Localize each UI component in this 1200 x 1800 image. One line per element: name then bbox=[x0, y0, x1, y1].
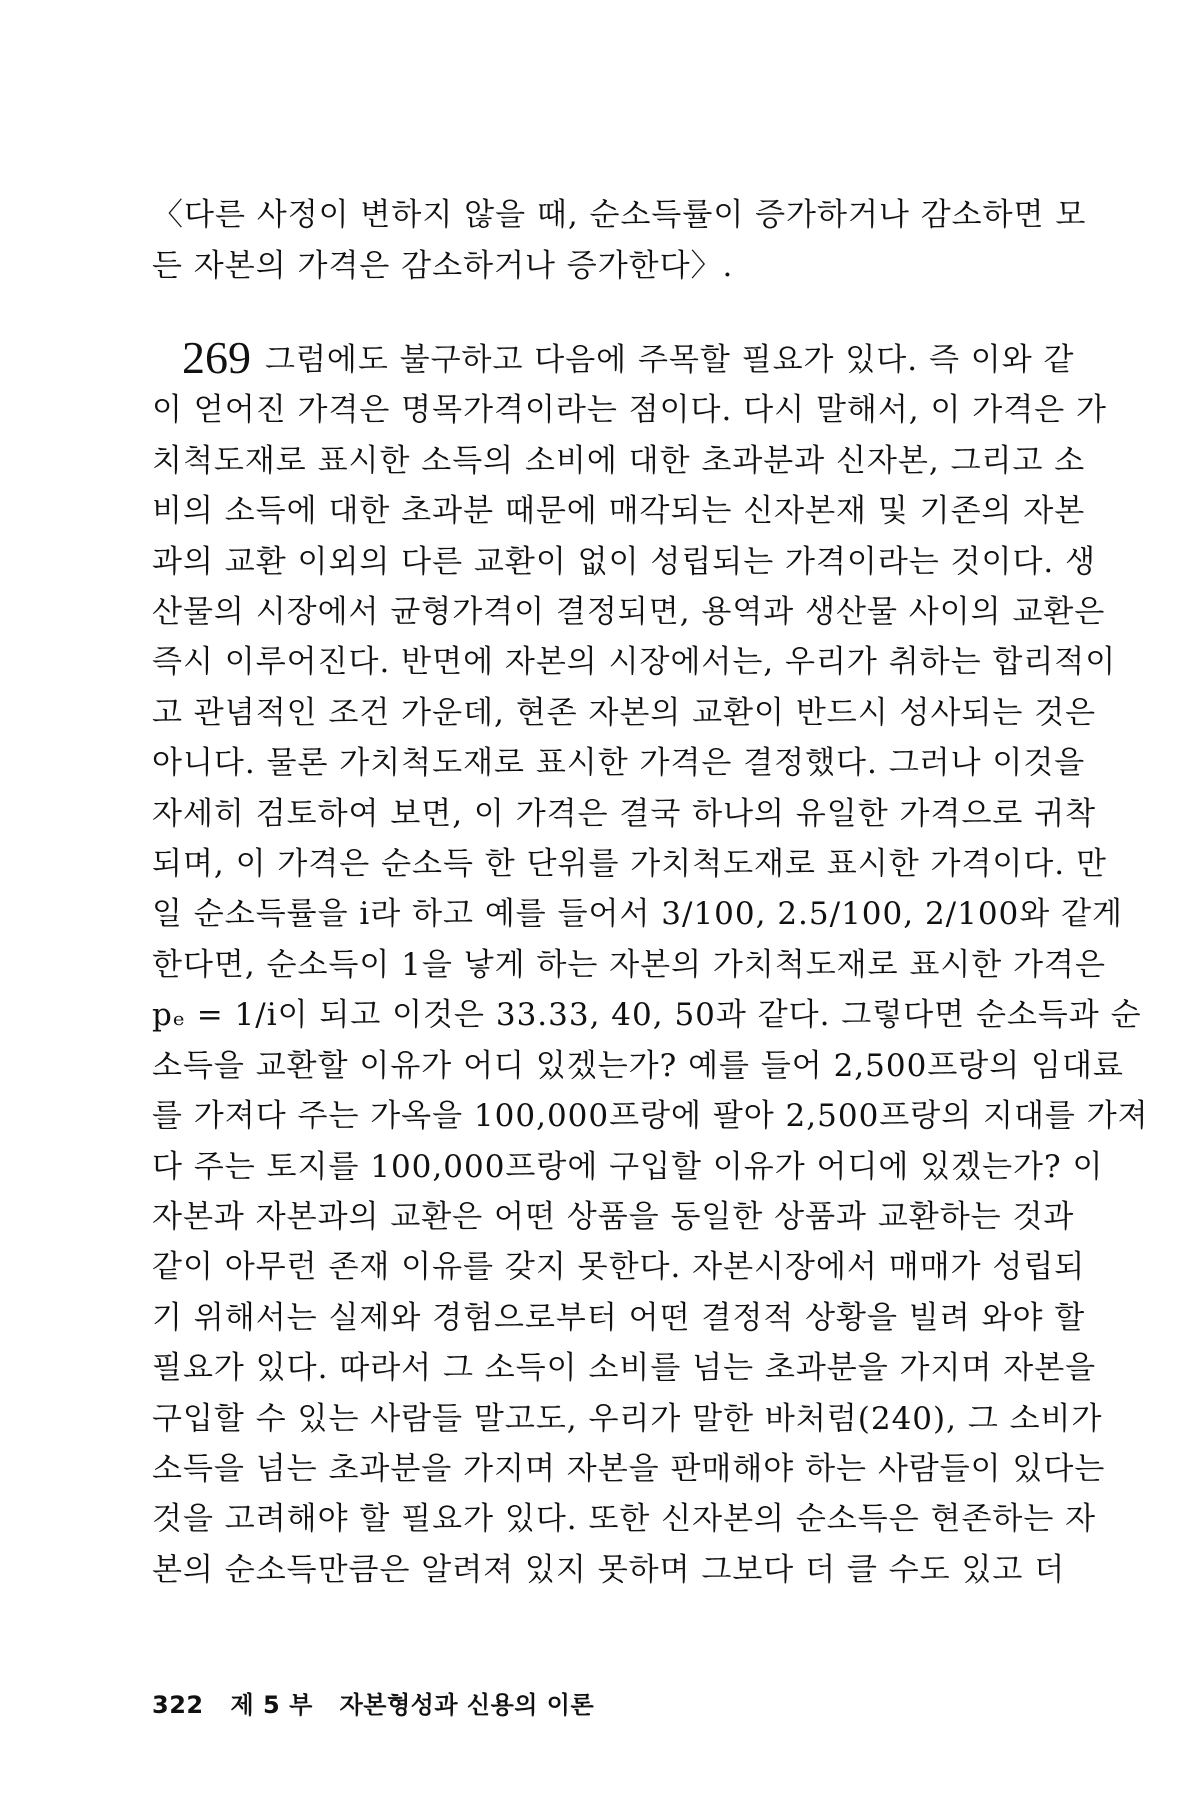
paragraph-first-line bbox=[152, 330, 1075, 385]
page-number: 322 bbox=[152, 1691, 204, 1719]
text-line: 산물의 시장에서 균형가격이 결정되면, 용역과 생산물 사이의 교환은 bbox=[152, 594, 1106, 631]
text-line: 〈다른 사정이 변하지 않을 때, 순소득률이 증가하거나 감소하면 모 bbox=[152, 197, 1087, 233]
text-line: 소득을 교환할 이유가 어디 있겠는가? 예를 들어 2,500프랑의 임대료 bbox=[152, 1047, 1124, 1084]
text-line: 한다면, 순소득이 1을 낳게 하는 자본의 가치척도재로 표시한 가격은 bbox=[152, 946, 1106, 983]
text-line: 즉시 이루어진다. 반면에 자본의 시장에서는, 우리가 취하는 합리적이 bbox=[152, 644, 1117, 681]
text-line: 를 가져다 주는 가옥을 100,000프랑에 팔아 2,500프랑의 지대를 가져 bbox=[152, 1098, 1149, 1135]
text-line: 같이 아무런 존재 이유를 갖지 못한다. 자본시장에서 매매가 성립되 bbox=[152, 1249, 1086, 1286]
text-line: 그럼에도 불구하고 다음에 주목할 필요가 있다. 즉 이와 같 bbox=[265, 342, 1075, 378]
text-line: 필요가 있다. 따라서 그 소득이 소비를 넘는 초과분을 가지며 자본을 bbox=[152, 1350, 1097, 1387]
text-line: 자본과 자본과의 교환은 어떤 상품을 동일한 상품과 교환하는 것과 bbox=[152, 1198, 1075, 1235]
text-line: 이 얻어진 가격은 명목가격이라는 점이다. 다시 말해서, 이 가격은 가 bbox=[152, 392, 1107, 429]
text-line: 든 자본의 가격은 감소하거나 증가한다〉. bbox=[152, 248, 734, 284]
text-line: 구입할 수 있는 사람들 말고도, 우리가 말한 바처럼(240), 그 소비가 bbox=[152, 1400, 1103, 1437]
page-footer bbox=[152, 1685, 612, 1720]
text-line: 고 관념적인 조건 가운데, 현존 자본의 교환이 반드시 성사되는 것은 bbox=[152, 694, 1097, 731]
text-line: 일 순소득률을 i라 하고 예를 들어서 3/100, 2.5/100, 2/100와 같게 bbox=[152, 896, 1123, 933]
text-line: 되며, 이 가격은 순소득 한 단위를 가치척도재로 표시한 가격이다. 만 bbox=[152, 846, 1107, 883]
part-title: 자본형성과 신용의 이론 bbox=[339, 1691, 595, 1719]
text-line: 과의 교환 이외의 다른 교환이 없이 성립되는 가격이라는 것이다. 생 bbox=[152, 543, 1097, 580]
text-line: 다 주는 토지를 100,000프랑에 구입할 이유가 어디에 있겠는가? 이 bbox=[152, 1148, 1104, 1185]
text-line: pₑ = 1/i이 되고 이것은 33.33, 40, 50과 같다. 그렇다면 순소득과 순 bbox=[152, 997, 1142, 1034]
text-line: 치척도재로 표시한 소득의 소비에 대한 초과분과 신자본, 그리고 소 bbox=[152, 442, 1086, 479]
text-line: 아니다. 물론 가치척도재로 표시한 가격은 결정했다. 그러나 이것을 bbox=[152, 745, 1086, 782]
text-line: 자세히 검토하여 보면, 이 가격은 결국 하나의 유일한 가격으로 귀착 bbox=[152, 795, 1097, 832]
text-line: 기 위해서는 실제와 경험으로부터 어떤 결정적 상황을 빌려 와야 할 bbox=[152, 1299, 1086, 1336]
text-line: 소득을 넘는 초과분을 가지며 자본을 판매해야 하는 사람들이 있다는 bbox=[152, 1450, 1106, 1487]
text-line: 본의 순소득만큼은 알려져 있지 못하며 그보다 더 클 수도 있고 더 bbox=[152, 1551, 1066, 1588]
text-line: 것을 고려해야 할 필요가 있다. 또한 신자본의 순소득은 현존하는 자 bbox=[152, 1501, 1097, 1538]
text-line: 비의 소득에 대한 초과분 때문에 매각되는 신자본재 및 기존의 자본 bbox=[152, 493, 1086, 530]
quoted-proposition bbox=[152, 190, 1087, 292]
paragraph-269 bbox=[152, 330, 1149, 1595]
paragraph-number: 269 bbox=[182, 332, 251, 383]
part-label: 제 5 부 bbox=[230, 1691, 313, 1719]
